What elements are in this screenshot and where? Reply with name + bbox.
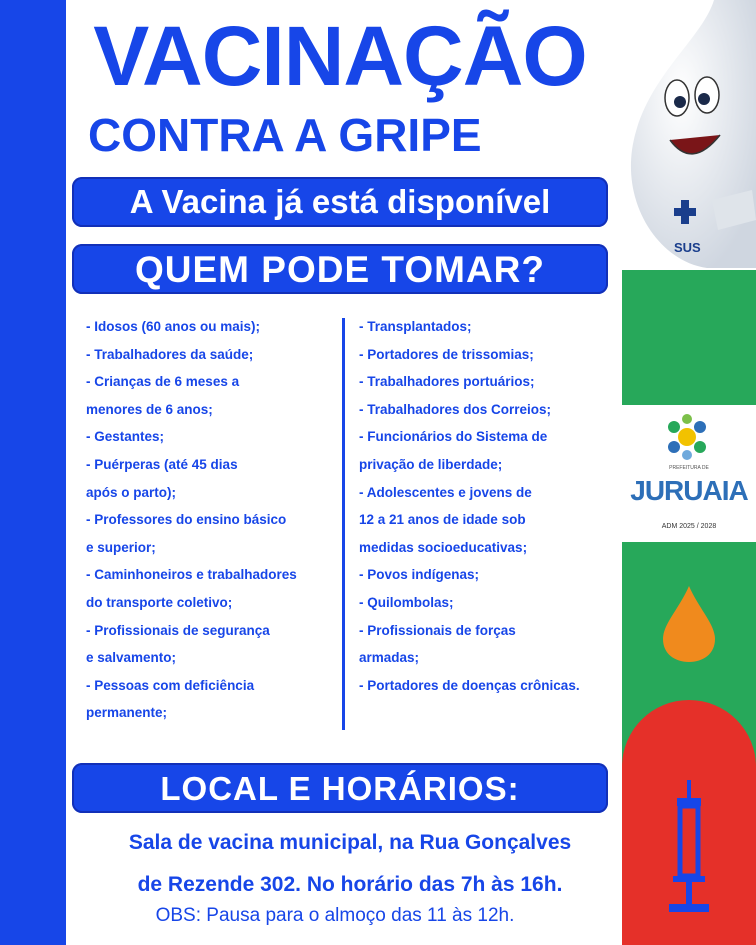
eligible-list-left bbox=[86, 313, 342, 727]
list-line: - Profissionais de segurança bbox=[86, 622, 270, 638]
list-line: e salvamento; bbox=[86, 650, 177, 666]
list-line: permanente; bbox=[86, 705, 168, 721]
list-line: e superior; bbox=[86, 539, 156, 555]
city-logo bbox=[622, 405, 756, 542]
list-line: - Trabalhadores da saúde; bbox=[86, 346, 254, 362]
mascot-drop-icon bbox=[622, 0, 756, 270]
list-line: - Crianças de 6 meses a bbox=[86, 374, 240, 390]
list-line: - Quilombolas; bbox=[359, 594, 454, 610]
list-line: - Transplantados; bbox=[359, 319, 472, 334]
left-blue-strip bbox=[0, 0, 66, 945]
red-arch-block bbox=[622, 700, 756, 945]
mascot-illustration bbox=[622, 0, 756, 270]
logo-name: JURUAIA bbox=[630, 475, 748, 506]
list-line: - Gestantes; bbox=[86, 429, 165, 445]
list-line: - Funcionários do Sistema de bbox=[359, 429, 548, 445]
list-line: - Caminhoneiros e trabalhadores bbox=[86, 567, 297, 583]
list-line: - Trabalhadores portuários; bbox=[359, 374, 535, 390]
list-line: - Trabalhadores dos Correios; bbox=[359, 401, 552, 417]
list-line: do transporte coletivo; bbox=[86, 594, 233, 610]
list-line: - Professores do ensino básico bbox=[86, 512, 287, 528]
list-line: - Portadores de doenças crônicas. bbox=[359, 677, 580, 693]
column-divider bbox=[342, 318, 345, 730]
logo-prefix: PREFEITURA DE bbox=[669, 465, 709, 471]
list-line: - Idosos (60 anos ou mais); bbox=[86, 319, 261, 334]
list-line: após o parto); bbox=[86, 484, 176, 500]
list-line: - Pessoas com deficiência bbox=[86, 677, 255, 693]
list-line: privação de liberdade; bbox=[359, 456, 503, 472]
right-decor-column bbox=[622, 0, 756, 945]
who-heading-banner: QUEM PODE TOMAR? bbox=[72, 244, 608, 294]
list-line: - Profissionais de forças bbox=[359, 622, 516, 638]
list-line: armadas; bbox=[359, 650, 420, 666]
address-line: de Rezende 302. No horário das 7h às 16h. bbox=[137, 873, 563, 896]
list-line: 12 a 21 anos de idade sob bbox=[359, 512, 526, 528]
poster-subtitle: CONTRA A GRIPE bbox=[88, 109, 482, 161]
obs-note: OBS: Pausa para o almoço das 11 às 12h. bbox=[155, 905, 515, 926]
list-line: menores de 6 anos; bbox=[86, 401, 213, 417]
syringe-icon bbox=[659, 778, 719, 918]
address-line: Sala de vacina municipal, na Rua Gonçalves bbox=[128, 831, 572, 854]
eligible-list-right bbox=[359, 313, 619, 699]
address-text bbox=[80, 822, 620, 906]
list-line: - Puérperas (até 45 dias bbox=[86, 456, 238, 472]
logo-emblem-icon bbox=[622, 405, 756, 465]
local-heading-banner: LOCAL E HORÁRIOS: bbox=[72, 763, 608, 813]
sus-badge: SUS bbox=[674, 240, 701, 255]
logo-term: ADM 2025 / 2028 bbox=[661, 523, 717, 530]
green-block-top bbox=[622, 270, 756, 405]
availability-banner: A Vacina já está disponível bbox=[72, 177, 608, 227]
list-line: medidas socioeducativas; bbox=[359, 539, 528, 555]
list-line: - Povos indígenas; bbox=[359, 567, 480, 583]
list-line: - Portadores de trissomias; bbox=[359, 346, 534, 362]
drop-icon bbox=[659, 584, 719, 664]
poster-title: VACINAÇÃO bbox=[93, 9, 587, 103]
list-line: - Adolescentes e jovens de bbox=[359, 484, 532, 500]
